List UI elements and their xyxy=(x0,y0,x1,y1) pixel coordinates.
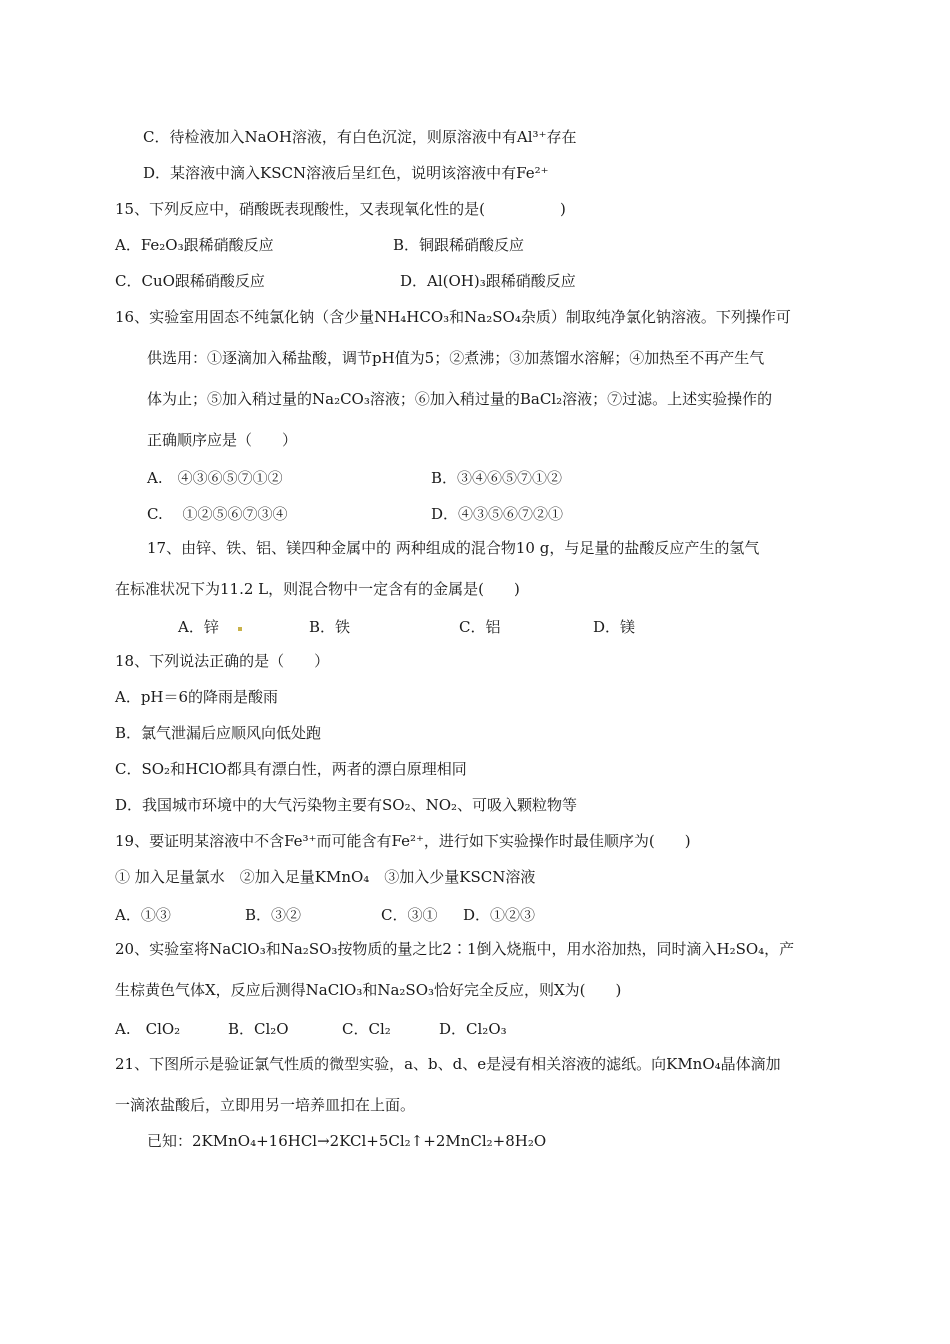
q20-option-b: B．Cl₂O xyxy=(228,1020,289,1038)
stray-dot-mark xyxy=(238,627,242,631)
q17-stem-line2: 在标准状况下为11.2 L，则混合物中一定含有的金属是( ) xyxy=(115,580,520,598)
q17-option-a: A．锌 xyxy=(178,618,219,636)
q19-option-b: B．③② xyxy=(245,906,302,924)
q16-stem-line4: 正确顺序应是（ ） xyxy=(147,431,298,449)
q21-stem-line2: 一滴浓盐酸后，立即用另一培养皿扣在上面。 xyxy=(115,1096,416,1114)
q20-option-d: D．Cl₂O₃ xyxy=(439,1020,507,1038)
q17-option-d: D．镁 xyxy=(593,618,636,636)
q19-option-a: A．①③ xyxy=(115,906,171,924)
q15-option-a: A．Fe₂O₃跟稀硝酸反应 xyxy=(115,236,274,254)
q14-option-d: D．某溶液中滴入KSCN溶液后呈红色，说明该溶液中有Fe²⁺ xyxy=(143,164,549,182)
q15-option-d: D．Al(OH)₃跟稀硝酸反应 xyxy=(400,272,576,290)
q21-stem-line1: 21、下图所示是验证氯气性质的微型实验，a、b、d、e是浸有相关溶液的滤纸。向KMnO₄晶体滴加 xyxy=(115,1055,781,1073)
q20-option-c: C．Cl₂ xyxy=(342,1020,391,1038)
q16-option-d: D．④③⑤⑥⑦②① xyxy=(431,505,564,523)
q15-option-b: B．铜跟稀硝酸反应 xyxy=(393,236,525,254)
q15-option-c: C．CuO跟稀硝酸反应 xyxy=(115,272,265,290)
q18-option-d: D．我国城市环境中的大气污染物主要有SO₂、NO₂、可吸入颗粒物等 xyxy=(115,796,578,814)
q18-option-b: B．氯气泄漏后应顺风向低处跑 xyxy=(115,724,322,742)
q20-stem-line1: 20、实验室将NaClO₃和Na₂SO₃按物质的量之比2∶1倒入烧瓶中，用水浴加热，同时滴入H₂SO₄，产 xyxy=(115,940,795,958)
q18-option-a: A．pH＝6的降雨是酸雨 xyxy=(115,688,279,706)
q19-stem: 19、要证明某溶液中不含Fe³⁺而可能含有Fe²⁺，进行如下实验操作时最佳顺序为( ) xyxy=(115,832,691,850)
q20-stem-line2: 生棕黄色气体X，反应后测得NaClO₃和Na₂SO₃恰好完全反应，则X为( ) xyxy=(115,981,622,999)
q17-stem-line1: 17、由锌、铁、铝、镁四种金属中的 两种组成的混合物10 g，与足量的盐酸反应产生的氢气 xyxy=(147,539,760,557)
q16-option-c: C. ①②⑤⑥⑦③④ xyxy=(147,505,288,523)
q16-stem-line1: 16、实验室用固态不纯氯化钠（含少量NH₄HCO₃和Na₂SO₄杂质）制取纯净氯化钠溶液。下列操作可 xyxy=(115,308,791,326)
q18-stem: 18、下列说法正确的是（ ） xyxy=(115,652,330,670)
q18-option-c: C．SO₂和HClO都具有漂白性，两者的漂白原理相同 xyxy=(115,760,467,778)
q19-option-d: D．①②③ xyxy=(463,906,536,924)
q20-option-a: A. ClO₂ xyxy=(115,1020,181,1038)
q16-stem-line2: 供选用：①逐滴加入稀盐酸，调节pH值为5；②煮沸；③加蒸馏水溶解；④加热至不再产生气 xyxy=(147,349,765,367)
q14-option-c: C．待检液加入NaOH溶液，有白色沉淀，则原溶液中有Al³⁺存在 xyxy=(143,128,577,146)
q16-option-a: A. ④③⑥⑤⑦①② xyxy=(147,469,283,487)
q17-option-b: B．铁 xyxy=(309,618,351,636)
q16-stem-line3: 体为止；⑤加入稍过量的Na₂CO₃溶液；⑥加入稍过量的BaCl₂溶液；⑦过滤。上述实验操作的 xyxy=(147,390,773,408)
q16-option-b: B．③④⑥⑤⑦①② xyxy=(431,469,563,487)
q19-option-c: C．③① xyxy=(381,906,438,924)
q21-given-equation: 已知：2KMnO₄+16HCl→2KCl+5Cl₂↑+2MnCl₂+8H₂O xyxy=(147,1132,547,1150)
q15-stem: 15、下列反应中，硝酸既表现酸性，又表现氧化性的是( ) xyxy=(115,200,566,218)
q17-option-c: C．铝 xyxy=(459,618,501,636)
q19-operations: ① 加入足量氯水 ②加入足量KMnO₄ ③加入少量KSCN溶液 xyxy=(115,868,536,886)
